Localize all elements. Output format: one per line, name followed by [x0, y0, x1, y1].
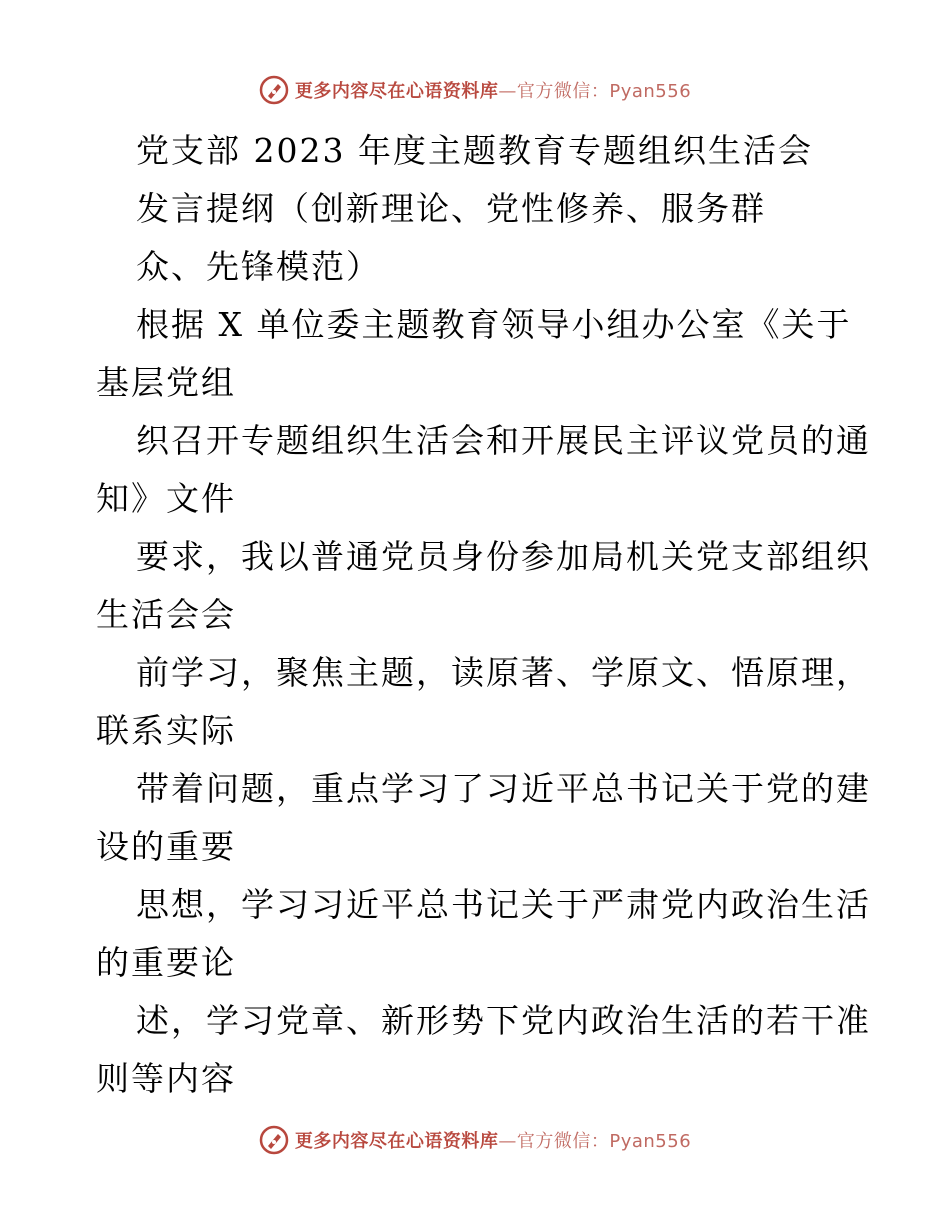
text-line: 党支部 2023 年度主题教育专题组织生活会	[136, 131, 813, 170]
text-line: 的重要论	[96, 943, 236, 982]
watermark-text: 更多内容尽在心语资料库—官方微信：Pyan556	[294, 81, 692, 102]
text-line: 前学习，聚焦主题，读原著、学原文、悟原理，	[136, 653, 871, 692]
pen-nib-logo-icon	[259, 75, 289, 105]
text-line: 设的重要	[96, 827, 236, 866]
document-body	[96, 122, 871, 1108]
header-watermark	[0, 70, 950, 110]
text-line: 根据 X 单位委主题教育领导小组办公室《关于	[136, 305, 852, 344]
text-line: 则等内容	[96, 1059, 236, 1098]
text-line: 带着问题，重点学习了习近平总书记关于党的建	[136, 769, 871, 808]
text-line: 基层党组	[96, 363, 236, 402]
footer-watermark	[0, 1120, 950, 1160]
text-line: 思想，学习习近平总书记关于严肃党内政治生活	[136, 885, 871, 924]
text-line: 述，学习党章、新形势下党内政治生活的若干准	[136, 1001, 871, 1040]
pen-nib-logo-icon	[259, 1125, 289, 1155]
watermark-text: 更多内容尽在心语资料库—官方微信：Pyan556	[294, 1131, 692, 1152]
text-line: 织召开专题组织生活会和开展民主评议党员的通	[136, 421, 871, 460]
text-line: 生活会会	[96, 595, 236, 634]
text-line: 知》文件	[96, 479, 236, 518]
text-line: 发言提纲（创新理论、党性修养、服务群	[136, 189, 766, 228]
text-line: 众、先锋模范）	[136, 247, 381, 286]
text-line: 要求，我以普通党员身份参加局机关党支部组织	[136, 537, 871, 576]
text-line: 联系实际	[96, 711, 236, 750]
